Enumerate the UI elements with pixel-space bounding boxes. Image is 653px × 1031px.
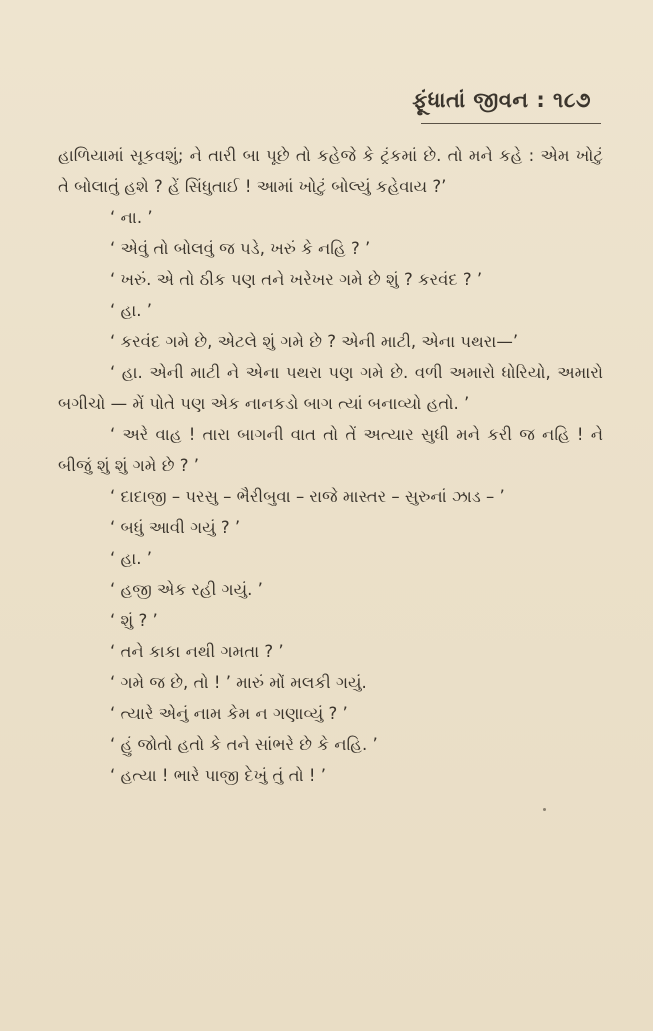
paragraph: હાળિયામાં સૂકવશું; ને તારી બા પૂછે તો કહેજે કે ટ્રંકમાં છે. તો મને કહે : એમ ખોટું તે બોલાતું હશે ? હેં સિંધુતાઈ ! આમાં ખોટું બોલ્યું કહેવાય ?’ (58, 146, 603, 196)
paragraph: ‘ એવું તો બોલવું જ પડે, ખરું કે નહિ ? ’ (110, 239, 371, 258)
paragraph: ‘ દાદાજી – પરસુ – ભૈરીબુવા – રાજે માસ્તર – સુરુનાં ઝાડ – ’ (110, 487, 505, 506)
paper-speck (543, 808, 546, 811)
paragraph: ‘ હત્યા ! ભારે પાજી દેખું તું તો ! ’ (110, 766, 326, 785)
paragraph: ‘ હું જોતો હતો કે તને સાંભરે છે કે નહિ. ’ (110, 735, 378, 754)
paragraph: ‘ હજી એક રહી ગયું. ’ (110, 580, 263, 599)
paragraph: ‘ અરે વાહ ! તારા બાગની વાત તો તેં અત્યાર સુધી મને કરી જ નહિ ! ને બીજું શું શું ગમે છે ? ’ (58, 425, 603, 475)
body-text (58, 140, 603, 791)
paragraph: ‘ ખરું. એ તો ઠીક પણ તને ખરેખર ગમે છે શું ? કરવંદ ? ’ (110, 270, 483, 289)
paragraph: ‘ બધું આવી ગયું ? ’ (110, 518, 241, 537)
paragraph: ‘ હા. ’ (110, 301, 152, 320)
running-head: ફૂંધાતાં જીવન : ૧૮૭ (412, 88, 591, 112)
paragraph: ‘ હા. એની માટી ને એના પથરા પણ ગમે છે. વળી અમારો ધોરિયો, અમારો બગીચો — મેં પોતે પણ એક નાનકડો બાગ ત્યાં બનાવ્યો હતો. ’ (58, 363, 603, 413)
paragraph: ‘ તને કાકા નથી ગમતા ? ’ (110, 642, 284, 661)
paragraph: ‘ હા. ’ (110, 549, 152, 568)
paragraph: ‘ શું ? ’ (110, 611, 158, 630)
paragraph: ‘ કરવંદ ગમે છે, એટલે શું ગમે છે ? એની માટી, એના પથરા—’ (110, 332, 519, 351)
paragraph: ‘ ત્યારે એનું નામ કેમ ન ગણાવ્યું ? ’ (110, 704, 348, 723)
paragraph: ‘ ગમે જ છે, તો ! ’ મારું મોં મલકી ગયું. (110, 673, 367, 692)
header-rule (421, 123, 601, 124)
paragraph: ‘ ના. ’ (110, 208, 153, 227)
